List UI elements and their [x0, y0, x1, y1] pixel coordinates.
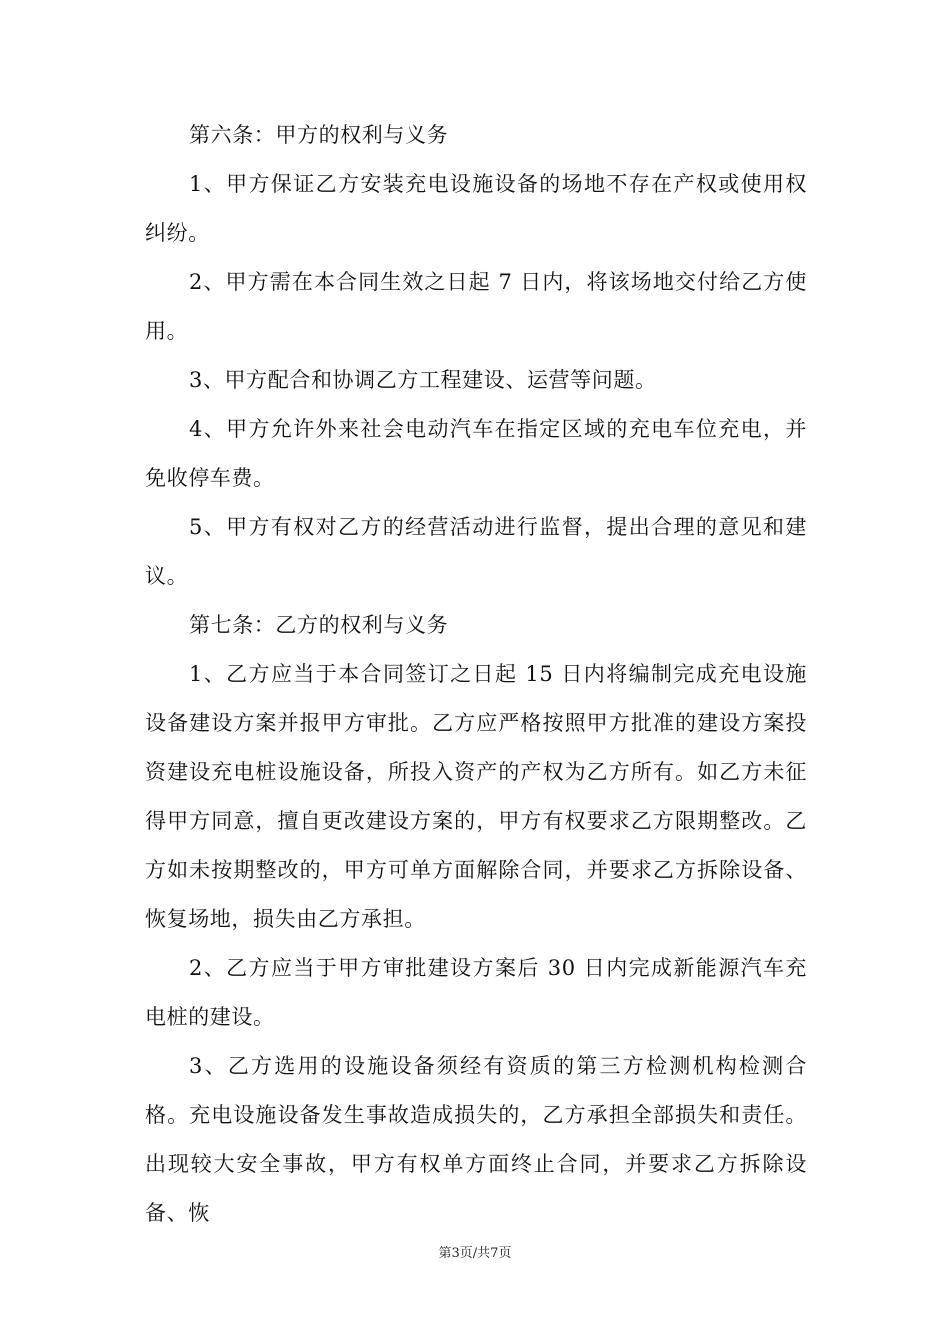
- clause-7-3: 3、乙方选用的设施设备须经有资质的第三方检测机构检测合格。充电设施设备发生事故造成损失的，乙方承担全部损失和责任。出现较大安全事故，甲方有权单方面终止合同，并要求乙方拆除设备、恢: [145, 1054, 807, 1225]
- clause-6-1: 1、甲方保证乙方安装充电设施设备的场地不存在产权或使用权纠纷。: [145, 172, 807, 245]
- document-body: [145, 111, 807, 1238]
- clause-6-3: 3、甲方配合和协调乙方工程建设、运营等问题。: [189, 368, 657, 392]
- clause-6-5: 5、甲方有权对乙方的经营活动进行监督，提出合理的意见和建议。: [145, 515, 807, 588]
- clause-6-2: 2、甲方需在本合同生效之日起 7 日内，将该场地交付给乙方使用。: [145, 270, 807, 343]
- section-heading-article-6: 第六条：甲方的权利与义务: [189, 123, 449, 147]
- clause-7-1: 1、乙方应当于本合同签订之日起 15 日内将编制完成充电设施设备建设方案并报甲方审批。乙方应严格按照甲方批准的建设方案投资建设充电桩设施设备，所投入资产的产权为乙方所有。如乙方未征得甲方同意，擅自更改建设方案的，甲方有权要求乙方限期整改。乙方如未按期整改的，甲方可单方面解除合同，并要求乙方拆除设备、恢复场地，损失由乙方承担。: [145, 662, 807, 931]
- clause-7-2: 2、乙方应当于甲方审批建设方案后 30 日内完成新能源汽车充电桩的建设。: [145, 956, 807, 1029]
- page-number: 第3页/共7页: [438, 1246, 512, 1261]
- section-heading-article-7: 第七条：乙方的权利与义务: [189, 613, 449, 637]
- clause-6-4: 4、甲方允许外来社会电动汽车在指定区域的充电车位充电，并免收停车费。: [145, 417, 807, 490]
